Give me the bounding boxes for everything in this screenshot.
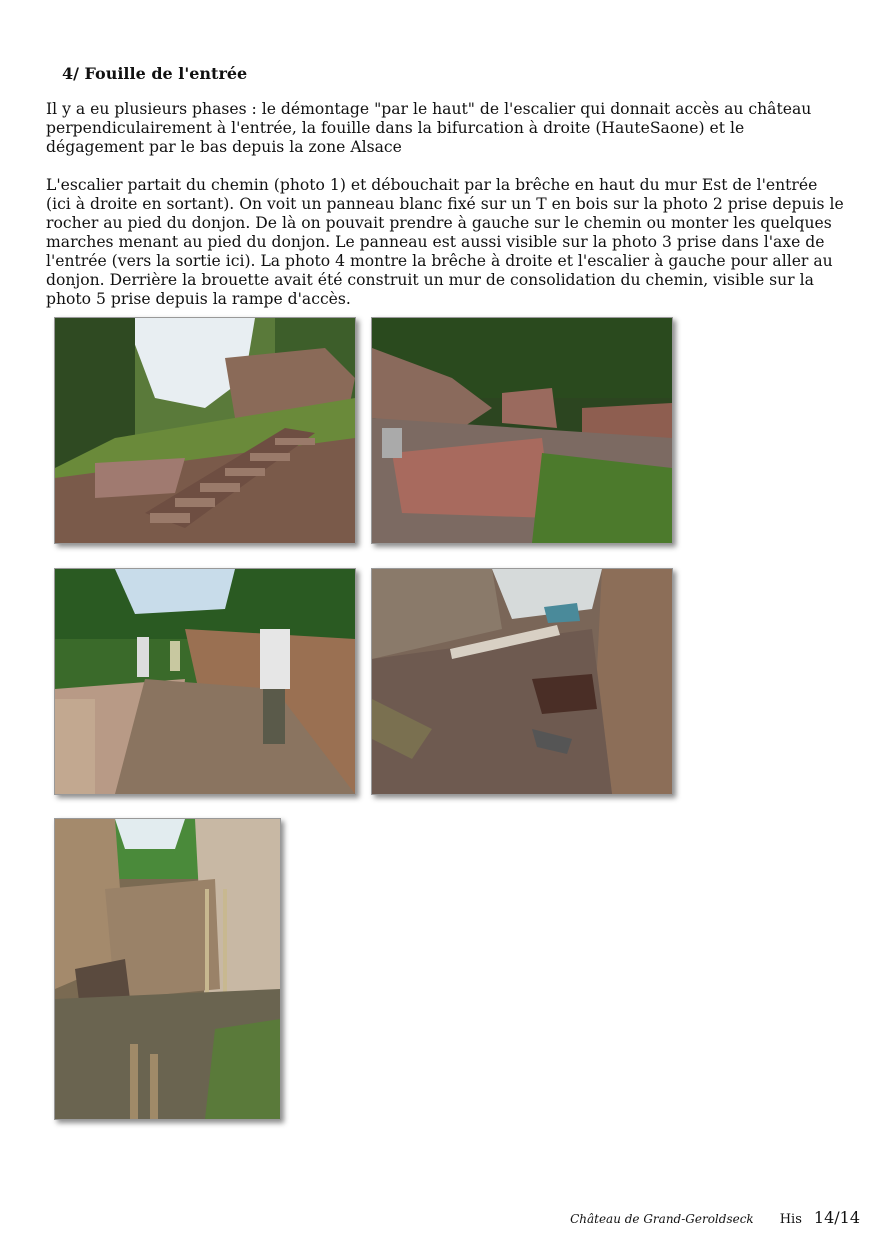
footer-document-title: Château de Grand-Geroldseck	[570, 1212, 754, 1226]
photo-2-rubble	[371, 317, 673, 544]
intro-paragraph: Il y a eu plusieurs phases : le démontage "par le haut" de l'escalier qui donnait accès au château perpendiculairement à l'entrée, la fouille dans la bifurcation à droite (HauteSaone) et le dégagement par le bas depuis la zone Alsace	[46, 100, 812, 156]
page-footer	[570, 1208, 860, 1227]
photo-1-staircase	[54, 317, 356, 544]
photo-5-wall	[54, 818, 281, 1120]
section-heading: 4/ Fouille de l'entrée	[62, 64, 248, 83]
description-paragraph: L'escalier partait du chemin (photo 1) et débouchait par la brêche en haut du mur Est de l'entrée (ici à droite en sortant). On voit un panneau blanc fixé sur un T en bois sur la photo 2 prise depuis le rocher au pied du donjon. De là on pouvait prendre à gauche sur le chemin ou monter les quelques marches menant au pied du donjon. Le panneau est aussi visible sur la photo 3 prise dans l'axe de l'entrée (vers la sortie ici). La photo 4 montre la brêche à droite et l'escalier à gauche pour aller au donjon. Derrière la brouette avait été construit un mur de consolidation du chemin, visible sur la photo 5 prise depuis la rampe d'accès.	[46, 176, 844, 308]
photo-4-breach	[371, 568, 673, 795]
footer-label: His	[779, 1212, 802, 1227]
photo-3-workers	[54, 568, 356, 795]
footer-page-number: 14/14	[813, 1208, 860, 1227]
